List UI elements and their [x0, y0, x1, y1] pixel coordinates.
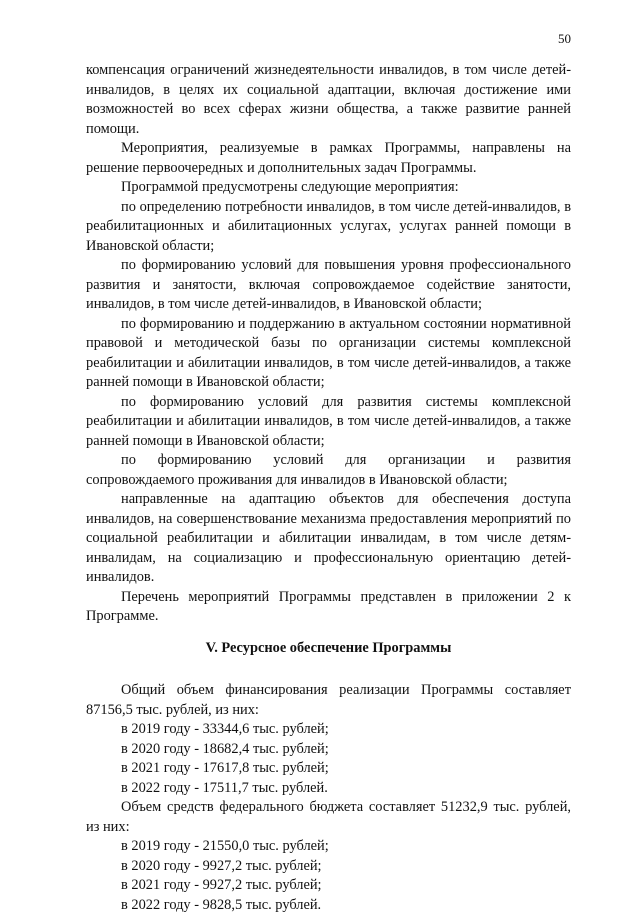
federal-funding-intro: Объем средств федерального бюджета составляет 51232,9 тыс. рублей, из них: [86, 798, 571, 837]
federal-funding-item: в 2020 году - 9927,2 тыс. рублей; [86, 857, 571, 877]
paragraph-appendix-reference: Перечень мероприятий Программы представлен в приложении 2 к Программе. [86, 588, 571, 627]
activity-item-accessibility: направленные на адаптацию объектов для обеспечения доступа инвалидов, на совершенствование механизма предоставления мероприятий по социальной реабилитации и абилитации инвалидам, в том числе детям-инвалидам, на социализацию и профессиональную ориентацию детей-инвалидов. [86, 490, 571, 588]
total-funding-item: в 2019 году - 33344,6 тыс. рублей; [86, 720, 571, 740]
section-heading: V. Ресурсное обеспечение Программы [86, 639, 571, 659]
total-funding-item: в 2022 году - 17511,7 тыс. рублей. [86, 779, 571, 799]
federal-funding-item: в 2021 году - 9927,2 тыс. рублей; [86, 876, 571, 896]
page-number: 50 [558, 31, 571, 47]
total-funding-intro: Общий объем финансирования реализации Программы составляет 87156,5 тыс. рублей, из них: [86, 681, 571, 720]
federal-funding-item: в 2022 году - 9828,5 тыс. рублей. [86, 896, 571, 915]
paragraph-program-activities: Мероприятия, реализуемые в рамках Программы, направлены на решение первоочередных и дополнительных задач Программы. [86, 139, 571, 178]
activity-item-employment: по формированию условий для повышения уровня профессионального развития и занятости, включая сопровождаемое содействие занятости, инвалидов, в том числе детей-инвалидов, в Ивановской области; [86, 256, 571, 315]
federal-funding-item: в 2019 году - 21550,0 тыс. рублей; [86, 837, 571, 857]
page-content [86, 61, 571, 915]
activity-item-rehabilitation-system: по формированию условий для развития системы комплексной реабилитации и абилитации инвалидов, в том числе детей-инвалидов, а также ранней помощи в Ивановской области; [86, 393, 571, 452]
paragraph-continuation: компенсация ограничений жизнедеятельности инвалидов, в том числе детей-инвалидов, в целях их социальной адаптации, включая достижение ими возможностей во всех сферах жизни общества, а также развитие ранней помощи. [86, 61, 571, 139]
activity-item-supported-living: по формированию условий для организации и развития сопровождаемого проживания для инвалидов в Ивановской области; [86, 451, 571, 490]
activity-item-regulatory-base: по формированию и поддержанию в актуальном состоянии нормативной правовой и методической базы по организации системы комплексной реабилитации и абилитации инвалидов, в том числе детей-инвалидов, а также ранней помощи в Ивановской области; [86, 315, 571, 393]
activity-item-needs-assessment: по определению потребности инвалидов, в том числе детей-инвалидов, в реабилитационных и абилитационных услугах, услугах ранней помощи в Ивановской области; [86, 198, 571, 257]
total-funding-item: в 2021 году - 17617,8 тыс. рублей; [86, 759, 571, 779]
paragraph-activities-intro: Программой предусмотрены следующие мероприятия: [86, 178, 571, 198]
total-funding-item: в 2020 году - 18682,4 тыс. рублей; [86, 740, 571, 760]
